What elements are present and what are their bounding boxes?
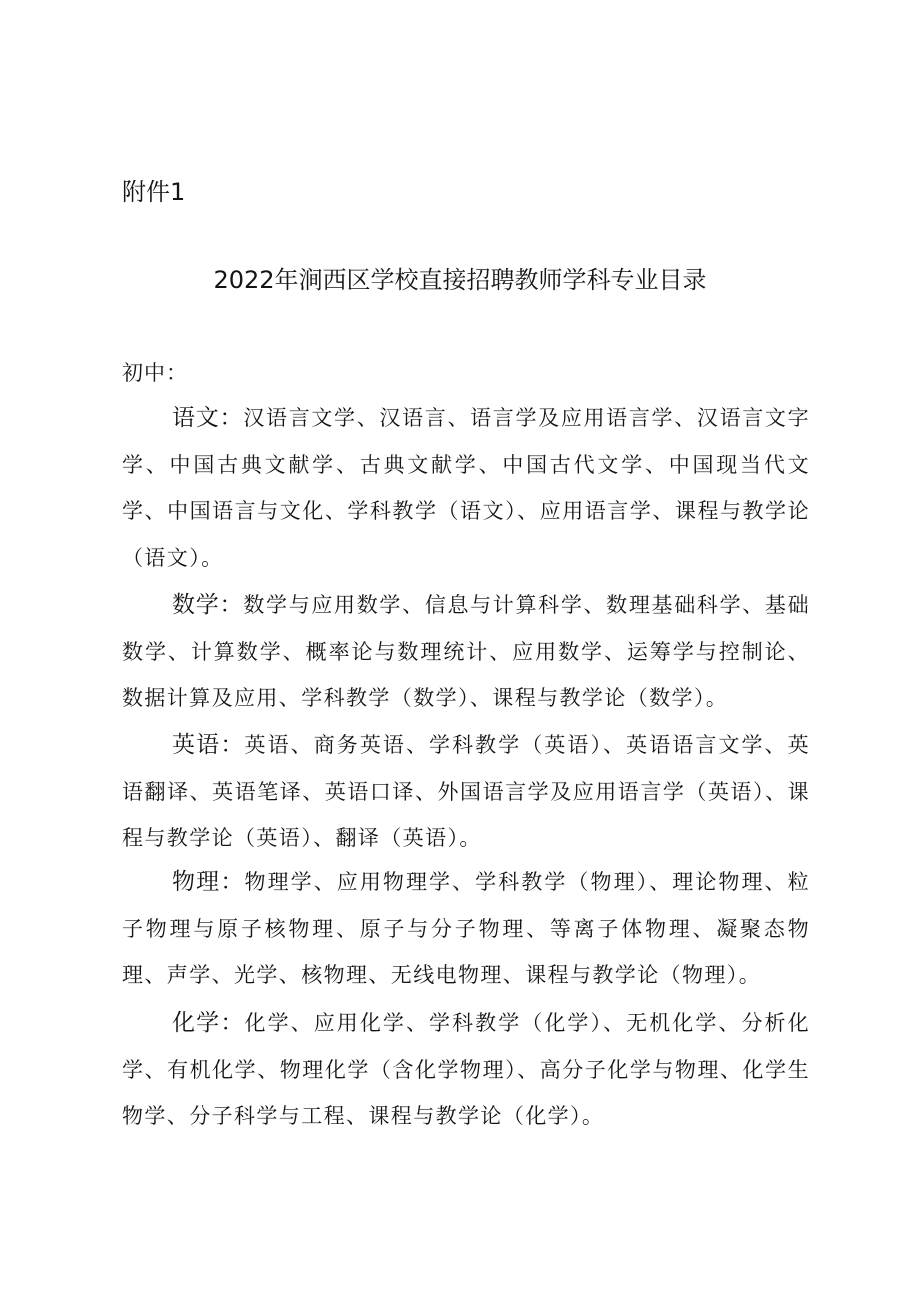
subject-name-chemistry: 化学： — [172, 1010, 245, 1036]
subject-name-english: 英语： — [172, 732, 245, 758]
subject-majors-chinese: 汉语言文学、汉语言、语言学及应用语言学、汉语言文字学、中国古典文献学、古典文献学、中国古代文学、中国现当代文学、中国语言与文化、学科教学（语文）、应用语言学、课程与教学论（语文）。 — [122, 406, 811, 570]
subject-paragraph-physics — [122, 859, 810, 999]
subject-majors-math: 数学与应用数学、信息与计算科学、数理基础科学、基础数学、计算数学、概率论与数理统计、应用数学、运筹学与控制论、数据计算及应用、学科教学（数学）、课程与教学论（数学）。 — [122, 593, 811, 710]
section-label-junior-high: 初中： — [122, 361, 188, 385]
subject-name-physics: 物理： — [172, 869, 245, 895]
subject-paragraph-chinese — [122, 395, 810, 581]
subject-paragraph-chemistry — [122, 1000, 810, 1140]
subject-name-math: 数学： — [172, 592, 244, 618]
subject-paragraph-english — [122, 722, 810, 862]
subject-majors-physics: 物理学、应用物理学、学科教学（物理）、理论物理、粒子物理与原子核物理、原子与分子物理、等离子体物理、凝聚态物理、声学、光学、核物理、无线电物理、课程与教学论（物理）。 — [122, 870, 810, 987]
subject-name-chinese: 语文： — [172, 405, 244, 431]
subject-majors-chemistry: 化学、应用化学、学科教学（化学）、无机化学、分析化学、有机化学、物理化学（含化学物理）、高分子化学与物理、化学生物学、分子科学与工程、课程与教学论（化学）。 — [122, 1011, 810, 1128]
attachment-label: 附件1 — [122, 178, 186, 206]
subject-majors-english: 英语、商务英语、学科教学（英语）、英语语言文学、英语翻译、英语笔译、英语口译、外国语言学及应用语言学（英语）、课程与教学论（英语）、翻译（英语）。 — [122, 733, 810, 850]
subject-paragraph-math — [122, 582, 810, 722]
document-title: 2022年涧西区学校直接招聘教师学科专业目录 — [213, 266, 707, 294]
